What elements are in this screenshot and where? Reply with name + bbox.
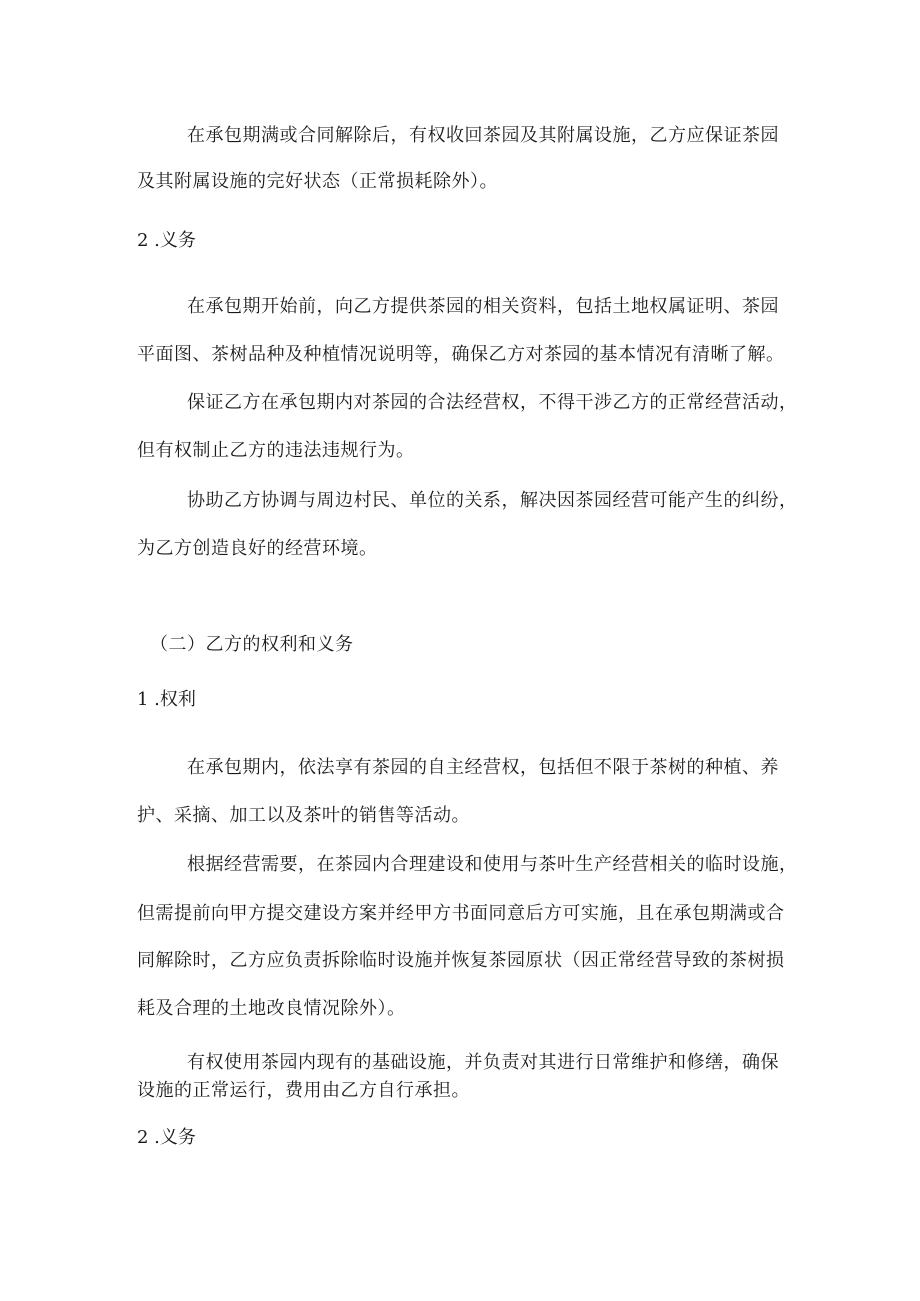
paragraph-line: 护、采摘、加工以及茶叶的销售等活动。: [137, 805, 470, 826]
subheading-obligations: 2 .义务: [137, 230, 196, 251]
paragraph-line: 协助乙方协调与周边村民、单位的关系，解决因茶园经营可能产生的纠纷，: [187, 490, 798, 511]
paragraph-line: 平面图、茶树品种及种植情况说明等，确保乙方对茶园的基本情况有清晰了解。: [137, 344, 785, 365]
paragraph-line: 为乙方创造良好的经营环境。: [137, 538, 378, 559]
paragraph-line: 及其附属设施的完好状态（正常损耗除外）。: [137, 171, 498, 192]
subheading-obligations: 2 .义务: [137, 1127, 196, 1148]
paragraph-line: 但有权制止乙方的违法违规行为。: [137, 440, 415, 461]
paragraph-line: 同解除时，乙方应负责拆除临时设施并恢复茶园原状（因正常经营导致的茶树损: [137, 950, 785, 971]
paragraph-line: 耗及合理的土地改良情况除外）。: [137, 998, 406, 1019]
paragraph-line: 但需提前向甲方提交建设方案并经甲方书面同意后方可实施，且在承包期满或合: [137, 903, 785, 924]
section-title: （二）乙方的权利和义务: [150, 634, 354, 655]
subheading-rights: 1 .权利: [137, 689, 196, 710]
paragraph-line: 在承包期满或合同解除后，有权收回茶园及其附属设施，乙方应保证茶园: [187, 125, 779, 146]
paragraph-line: 在承包期内，依法享有茶园的自主经营权，包括但不限于茶树的种植、养: [187, 757, 779, 778]
paragraph-line: 设施的正常运行，费用由乙方自行承担。: [137, 1080, 470, 1101]
paragraph-line: 根据经营需要，在茶园内合理建设和使用与茶叶生产经营相关的临时设施，: [187, 854, 798, 875]
paragraph-line: 在承包期开始前，向乙方提供茶园的相关资料，包括土地权属证明、茶园: [187, 296, 779, 317]
paragraph-line: 保证乙方在承包期内对茶园的合法经营权，不得干涉乙方的正常经营活动，: [187, 392, 798, 413]
paragraph-line: 有权使用茶园内现有的基础设施，并负责对其进行日常维护和修缮，确保: [187, 1052, 779, 1073]
